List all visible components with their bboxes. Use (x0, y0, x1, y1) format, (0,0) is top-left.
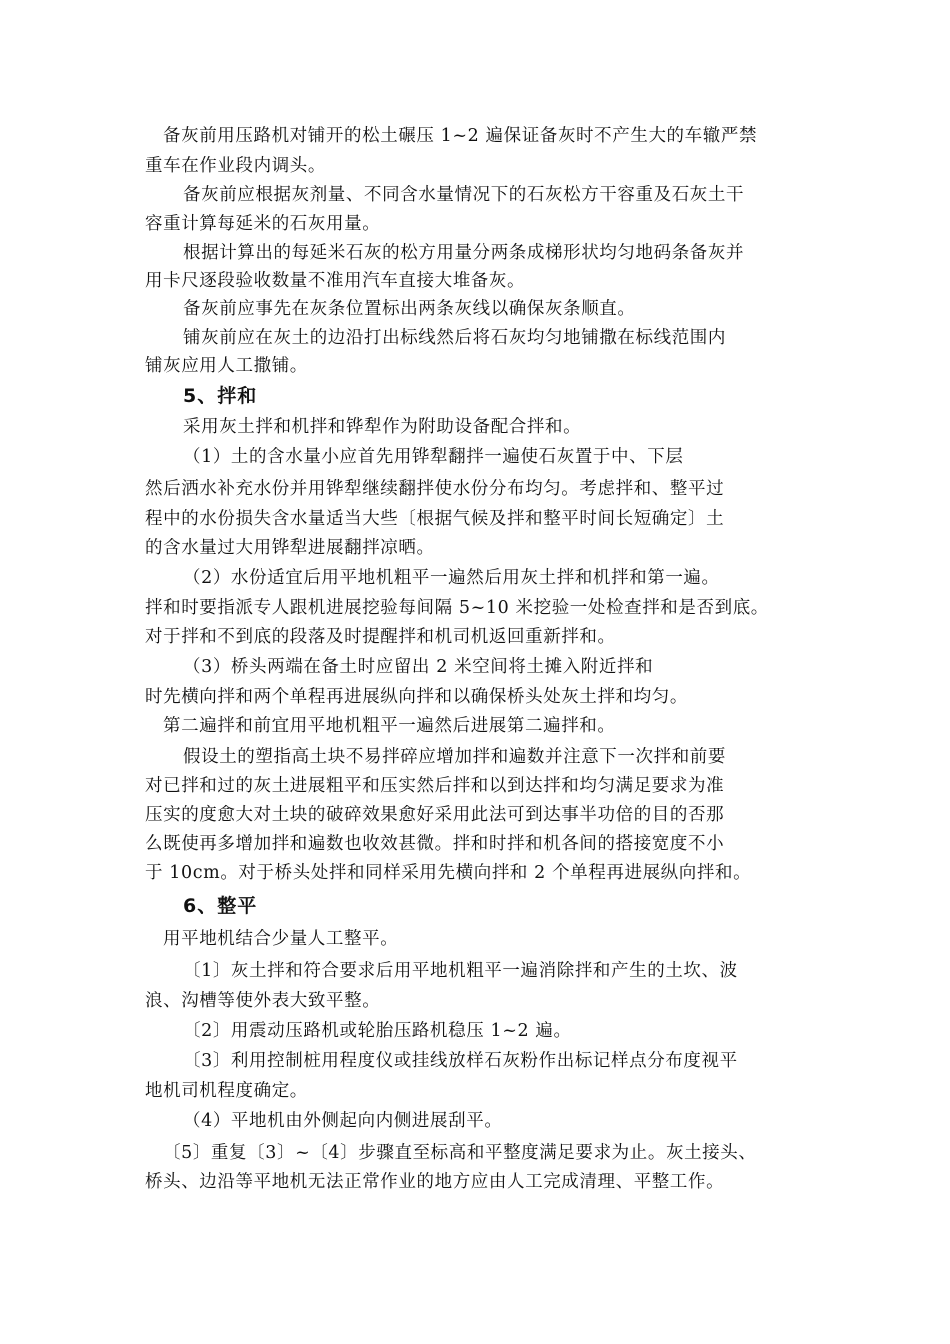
text-line-28: 用平地机结合少量人工整平。 (163, 929, 399, 949)
text-line-32: 〔3〕利用控制桩用程度仪或挂线放样石灰粉作出标记样点分布度视平 (183, 1051, 738, 1071)
text-line-24: 压实的度愈大对土块的破碎效果愈好采用此法可到达事半功倍的目的否那 (145, 805, 725, 825)
text-line-36: 桥头、边沿等平地机无法正常作业的地方应由人工完成清理、平整工作。 (145, 1172, 725, 1192)
text-line-21: 第二遍拌和前宜用平地机粗平一遍然后进展第二遍拌和。 (163, 716, 616, 736)
text-line-9: 铺灰应用人工撒铺。 (145, 356, 308, 376)
text-line-6: 用卡尺逐段验收数量不准用汽车直接大堆备灰。 (145, 271, 526, 291)
text-line-22: 假设土的塑指高土块不易拌碎应增加拌和遍数并注意下一次拌和前要 (183, 747, 726, 767)
text-line-34: （4）平地机由外侧起向内侧进展刮平。 (183, 1111, 503, 1131)
text-line-12: （1）土的含水量小应首先用铧犁翻拌一遍使石灰置于中、下层 (183, 447, 684, 467)
text-line-15: 的含水量过大用铧犁进展翻拌凉晒。 (145, 538, 435, 558)
text-line-23: 对已拌和过的灰土进展粗平和压实然后拌和以到达拌和均匀满足要求为准 (145, 776, 725, 796)
text-line-16: （2）水份适宜后用平地机粗平一遍然后用灰土拌和机拌和第一遍。 (183, 568, 720, 588)
text-line-3: 备灰前应根据灰剂量、不同含水量情况下的石灰松方干容重及石灰土干 (183, 185, 745, 205)
text-line-17: 拌和时要指派专人跟机进展挖验每间隔 5~10 米挖验一处检查拌和是否到底。 (145, 598, 769, 618)
text-line-20: 时先横向拌和两个单程再进展纵向拌和以确保桥头处灰土拌和均匀。 (145, 687, 688, 707)
text-line-31: 〔2〕用震动压路机或轮胎压路机稳压 1~2 遍。 (183, 1021, 572, 1041)
text-line-19: （3）桥头两端在备土时应留出 2 米空间将土摊入附近拌和 (183, 657, 654, 677)
text-line-35: 〔5〕重复〔3〕~〔4〕步骤直至标高和平整度满足要求为止。灰土接头、 (163, 1143, 757, 1163)
text-line-2: 重车在作业段内调头。 (145, 156, 326, 176)
text-line-7: 备灰前应事先在灰条位置标出两条灰线以确保灰条顺直。 (183, 299, 636, 319)
text-line-14: 程中的水份损失含水量适当大些〔根据气候及拌和整平时间长短确定〕土 (145, 509, 725, 529)
text-line-4: 容重计算每延米的石灰用量。 (145, 214, 381, 234)
text-line-30: 浪、沟槽等使外表大致平整。 (145, 991, 381, 1011)
text-line-33: 地机司机程度确定。 (145, 1081, 308, 1101)
text-line-26: 于 10cm。对于桥头处拌和同样采用先横向拌和 2 个单程再进展纵向拌和。 (145, 863, 752, 883)
text-line-11: 采用灰土拌和机拌和铧犁作为附助设备配合拌和。 (183, 417, 582, 437)
section-heading-5: 5、拌和 (183, 385, 258, 407)
text-line-18: 对于拌和不到底的段落及时提醒拌和机司机返回重新拌和。 (145, 627, 616, 647)
text-line-1: 备灰前用压路机对铺开的松土碾压 1~2 遍保证备灰时不产生大的车辙严禁 (163, 126, 758, 146)
text-line-8: 铺灰前应在灰土的边沿打出标线然后将石灰均匀地铺撒在标线范围内 (183, 328, 726, 348)
text-line-29: 〔1〕灰土拌和符合要求后用平地机粗平一遍消除拌和产生的土坎、波 (183, 961, 738, 981)
text-line-5: 根据计算出的每延米石灰的松方用量分两条成梯形状均匀地码条备灰并 (183, 243, 745, 263)
text-line-13: 然后洒水补充水份并用铧犁继续翻拌使水份分布均匀。考虑拌和、整平过 (145, 479, 725, 499)
text-line-25: 么既使再多增加拌和遍数也收效甚微。拌和时拌和机各间的搭接宽度不小 (145, 834, 725, 854)
section-heading-6: 6、整平 (183, 895, 258, 917)
